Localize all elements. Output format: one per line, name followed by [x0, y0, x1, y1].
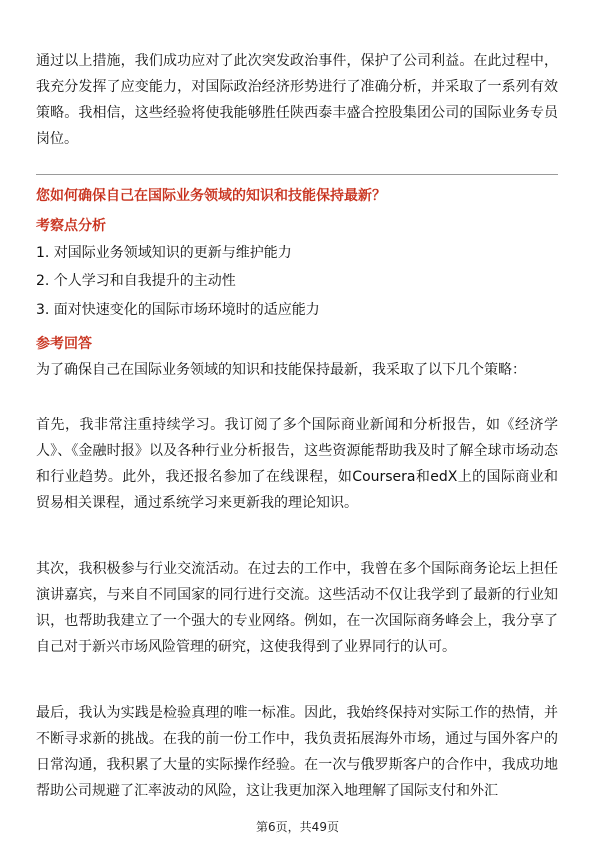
question-heading: 您如何确保自己在国际业务领域的知识和技能保持最新？ [36, 188, 386, 204]
answer-lead: 为了确保自己在国际业务领域的知识和技能保持最新，我采取了以下几个策略： [36, 362, 526, 378]
page-number: 第6页，共49页 [256, 820, 339, 834]
section-divider [36, 174, 558, 175]
analysis-heading: 考察点分析 [36, 218, 106, 234]
analysis-item: 3. 面对快速变化的国际市场环境时的适应能力 [36, 302, 320, 318]
analysis-item: 2. 个人学习和自我提升的主动性 [36, 273, 236, 289]
answer-paragraph-2: 其次，我积极参与行业交流活动。在过去的工作中，我曾在多个国际商务论坛上担任演讲嘉宾，与来自不同国家的同行进行交流。这些活动不仅让我学到了最新的行业知识，也帮助我建立了一个强大的专业网络。例如，在一次国际商务峰会上，我分享了自己对于新兴市场风险管理的研究，这使我得到了业界同行的认可。 [36, 561, 558, 655]
answer-paragraph-1: 首先，我非常注重持续学习。我订阅了多个国际商业新闻和分析报告，如《经济学人》、《金融时报》以及各种行业分析报告，这些资源能帮助我及时了解全球市场动态和行业趋势。此外，我还报名参加了在线课程，如Coursera和edX上的国际商业和贸易相关课程，通过系统学习来更新我的理论知识。 [36, 417, 558, 511]
intro-paragraph: 通过以上措施，我们成功应对了此次突发政治事件，保护了公司利益。在此过程中，我充分发挥了应变能力，对国际政治经济形势进行了准确分析，并采取了一系列有效策略。我相信，这些经验将使我能够胜任陕西泰丰盛合控股集团公司的国际业务专员岗位。 [36, 53, 558, 147]
answer-heading: 参考回答 [36, 336, 92, 352]
analysis-item: 1. 对国际业务领域知识的更新与维护能力 [36, 245, 292, 261]
answer-paragraph-3: 最后，我认为实践是检验真理的唯一标准。因此，我始终保持对实际工作的热情，并不断寻求新的挑战。在我的前一份工作中，我负责拓展海外市场，通过与国外客户的日常沟通，我积累了大量的实际操作经验。在一次与俄罗斯客户的合作中，我成功地帮助公司规避了汇率波动的风险，这让我更加深入地理解了国际支付和外汇 [36, 705, 558, 799]
